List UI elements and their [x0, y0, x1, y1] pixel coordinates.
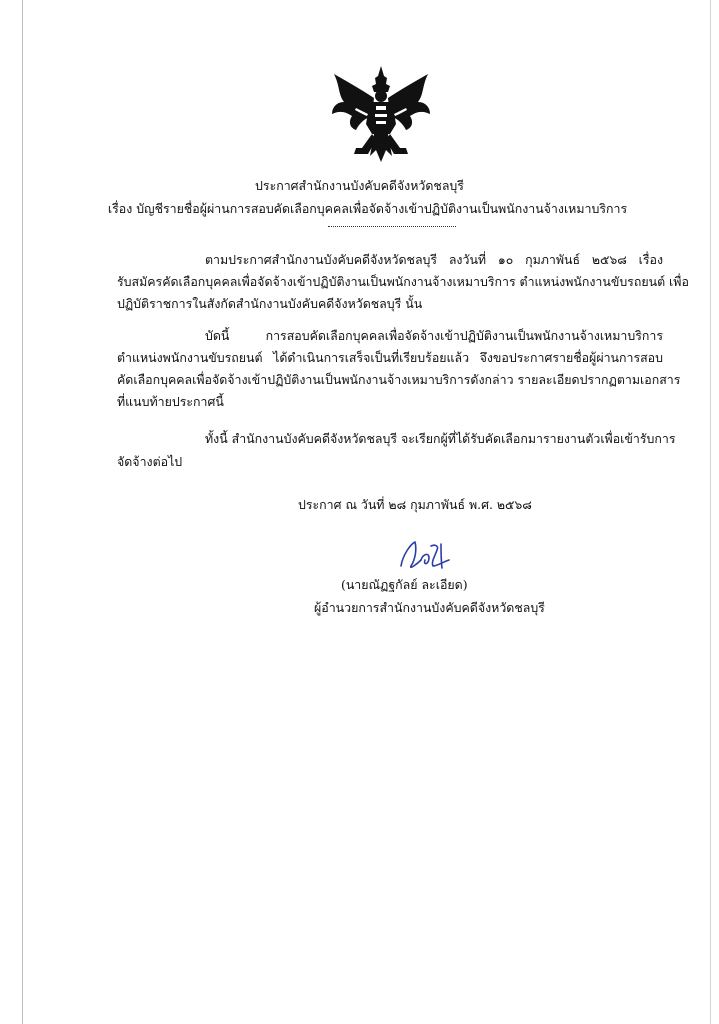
- paragraph-1-line-1: ตามประกาศสำนักงานบังคับคดีจังหวัดชลบุรี ลงวันที่ ๑๐ กุมภาพันธ์ ๒๕๖๘ เรื่อง: [205, 252, 663, 267]
- garuda-emblem-icon: [326, 64, 436, 166]
- scan-left-edge: [22, 0, 23, 1024]
- paragraph-3-line-2: จัดจ้างต่อไป: [117, 454, 183, 469]
- announcement-title: ประกาศสำนักงานบังคับคดีจังหวัดชลบุรี: [255, 178, 464, 193]
- handwritten-signature: [395, 536, 455, 576]
- paragraph-2-line-2: ตำแหน่งพนักงานขับรถยนต์ ได้ดำเนินการเสร็จเป็นที่เรียบร้อยแล้ว จึงขอประกาศรายชื่อผู้ผ่านการสอบ: [117, 350, 663, 365]
- paragraph-2-line-3: คัดเลือกบุคคลเพื่อจัดจ้างเข้าปฏิบัติงานเป็นพนักงานจ้างเหมาบริการดังกล่าว รายละเอียดปรากฏตามเอกสาร: [117, 372, 681, 387]
- announcement-subject: เรื่อง บัญชีรายชื่อผู้ผ่านการสอบคัดเลือกบุคคลเพื่อจัดจ้างเข้าปฏิบัติงานเป็นพนักงานจ้างเหมาบริการ: [107, 201, 628, 216]
- paragraph-1-line-3: ปฏิบัติราชการในสังกัดสำนักงานบังคับคดีจังหวัดชลบุรี นั้น: [117, 296, 423, 311]
- paragraph-2-line-1: บัดนี้ การสอบคัดเลือกบุคคลเพื่อจัดจ้างเข้าปฏิบัติงานเป็นพนักงานจ้างเหมาบริการ: [205, 328, 663, 343]
- signatory-name: (นายณัฏฐกัลย์ ละเอียด): [341, 577, 468, 592]
- signatory-position: ผู้อำนวยการสำนักงานบังคับคดีจังหวัดชลบุรี: [314, 600, 545, 615]
- scan-right-edge: [710, 0, 711, 1024]
- paragraph-1-line-2: รับสมัครคัดเลือกบุคคลเพื่อจัดจ้างเข้าปฏิบัติงานเป็นพนักงานจ้างเหมาบริการ ตำแหน่งพนักงานขับรถยนต์ เพื่อ: [117, 274, 689, 289]
- paragraph-2-line-4: ที่แนบท้ายประกาศนี้: [117, 394, 224, 409]
- announcement-date: ประกาศ ณ วันที่ ๒๘ กุมภาพันธ์ พ.ศ. ๒๕๖๘: [298, 497, 532, 512]
- dotted-divider: [328, 226, 456, 227]
- paragraph-3-line-1: ทั้งนี้ สำนักงานบังคับคดีจังหวัดชลบุรี จะเรียกผู้ที่ได้รับคัดเลือกมารายงานตัวเพื่อเข้ารับการ: [205, 431, 676, 446]
